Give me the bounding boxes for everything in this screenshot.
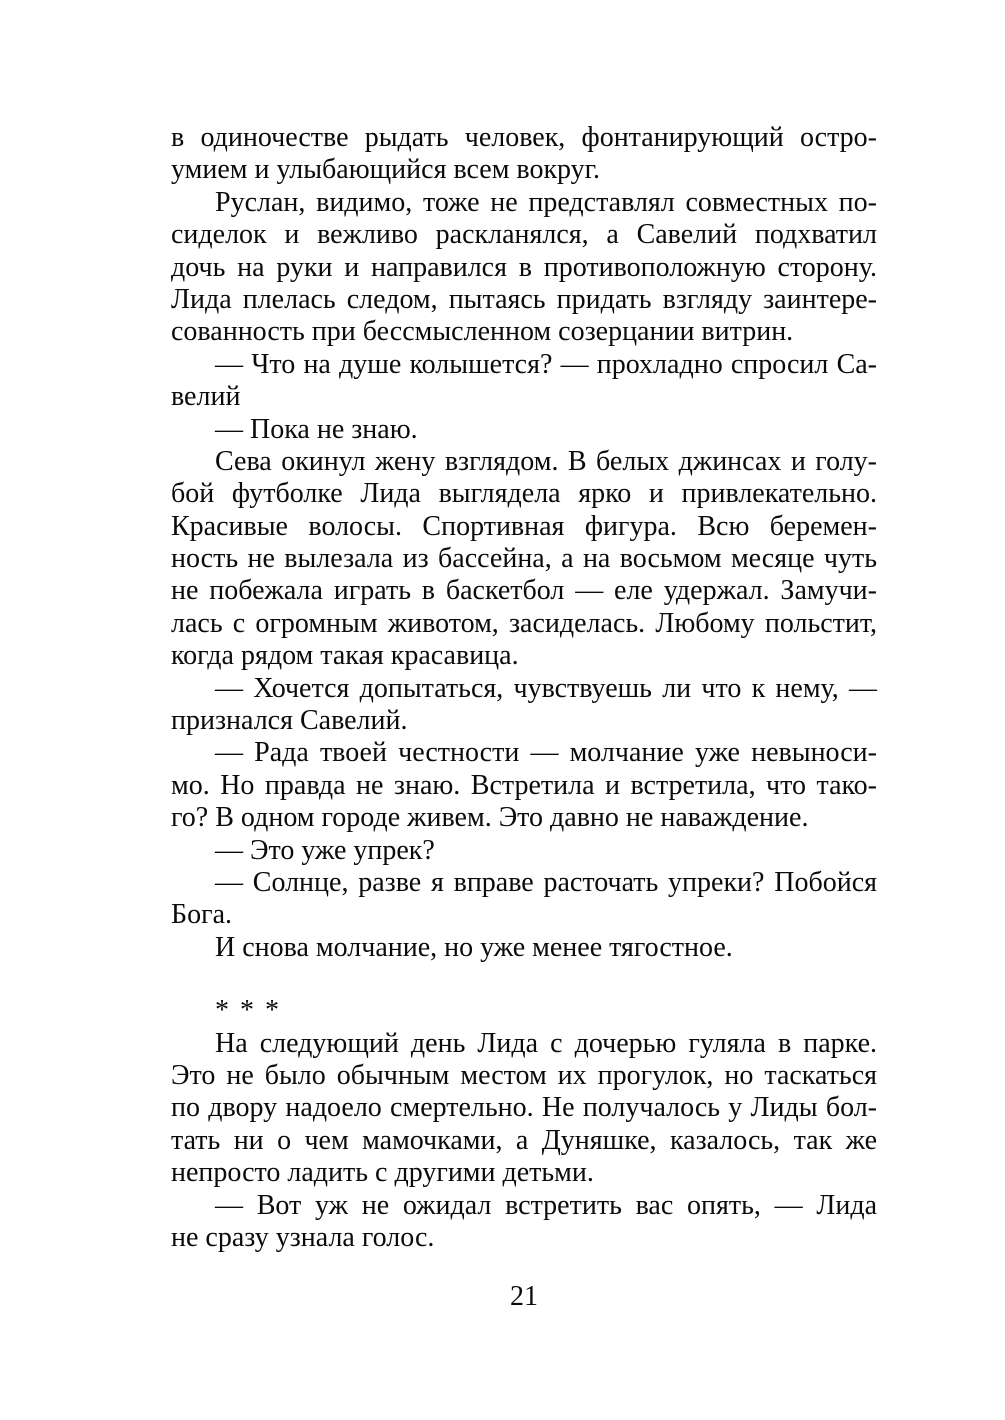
text-line: Бога. — [171, 899, 232, 931]
text-line: — Хочется допытаться, чувствуешь ли что к нему, — — [215, 672, 877, 704]
paragraph — [171, 673, 877, 738]
text-line: когда рядом такая красавица. — [171, 640, 519, 672]
page-text — [171, 122, 877, 1254]
text-line: признался Савелий. — [171, 705, 408, 737]
text-line: лась с огромным животом, засиделась. Любому польстит, — [171, 607, 877, 639]
paragraph — [171, 446, 877, 673]
text-line: по двору надоело смертельно. Не получалось у Лиды бол- — [171, 1092, 877, 1124]
text-line: мо. Но правда не знаю. Встретила и встретила, что тако- — [171, 769, 877, 801]
text-line: велий — [171, 381, 241, 413]
text-line: Красивые волосы. Спортивная фигура. Всю беремен- — [171, 510, 877, 542]
text-line: бой футболке Лида выглядела ярко и привлекательно. — [171, 478, 877, 510]
text-line: сиделок и вежливо раскланялся, а Савелий подхватил — [171, 219, 877, 251]
paragraph — [171, 414, 877, 446]
text-line: — Рада твоей честности — молчание уже невыноси- — [215, 737, 877, 769]
text-line: На следующий день Лида с дочерью гуляла в парке. — [215, 1027, 877, 1059]
text-line: Лида плелась следом, пытаясь придать взгляду заинтере- — [171, 283, 877, 315]
text-line: тать ни о чем мамочками, а Дуняшке, казалось, так же — [171, 1124, 877, 1156]
text-line: умием и улыбающийся всем вокруг. — [171, 154, 601, 186]
text-line: Это не было обычным местом их прогулок, но таскаться — [171, 1059, 877, 1091]
section-break: * * * — [215, 995, 281, 1027]
text-line: — Что на душе колышется? — прохладно спросил Са- — [215, 348, 877, 380]
paragraph — [171, 1190, 877, 1255]
paragraph — [171, 187, 877, 349]
text-line: в одиночестве рыдать человек, фонтанирующий остро- — [171, 122, 877, 153]
paragraph — [171, 737, 877, 834]
text-line: го? В одном городе живем. Это давно не наваждение. — [171, 802, 809, 834]
text-line: дочь на руки и направился в противоположную сторону. — [171, 251, 877, 283]
text-line: ность не вылезала из бассейна, а на восьмом месяце чуть — [171, 543, 877, 575]
paragraph — [171, 932, 877, 964]
text-line: сованность при бессмысленном созерцании витрин. — [171, 316, 794, 348]
paragraph — [171, 835, 877, 867]
text-line: И снова молчание, но уже менее тягостное. — [215, 931, 733, 963]
text-line: — Вот уж не ожидал встретить вас опять, — Лида — [215, 1189, 877, 1221]
text-line: не сразу узнала голос. — [171, 1221, 435, 1253]
paragraph — [171, 1028, 877, 1190]
text-line: — Солнце, разве я вправе расточать упреки? Побойся — [215, 866, 877, 898]
paragraph — [171, 349, 877, 414]
text-line: Сева окинул жену взглядом. В белых джинсах и голу- — [215, 445, 877, 477]
text-line: — Это уже упрек? — [215, 834, 435, 866]
page-number: 21 — [510, 1281, 538, 1312]
text-line: непросто ладить с другими детьми. — [171, 1157, 594, 1189]
paragraph — [171, 122, 877, 187]
paragraph — [171, 867, 877, 932]
text-line: не побежала играть в баскетбол — еле удержал. Замучи- — [171, 575, 877, 607]
text-line: — Пока не знаю. — [215, 413, 418, 445]
text-line: Руслан, видимо, тоже не представлял совместных по- — [215, 186, 877, 218]
